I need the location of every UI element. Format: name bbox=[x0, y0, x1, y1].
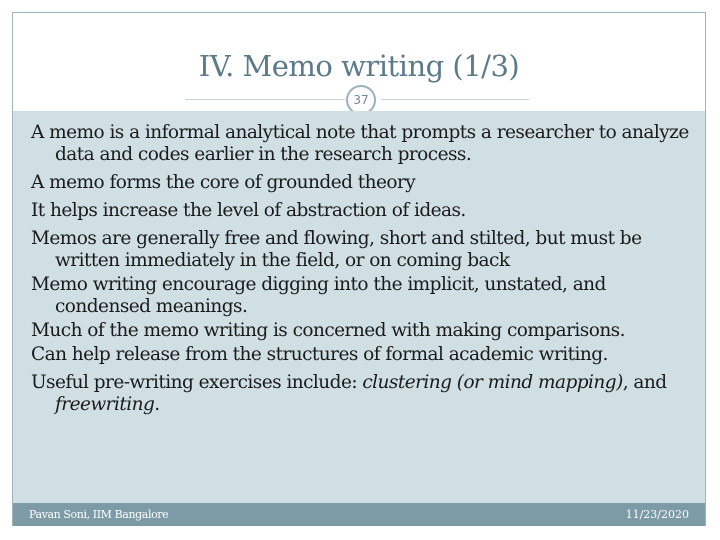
bullet-item: A memo forms the core of grounded theory bbox=[31, 172, 416, 193]
bullet-list bbox=[31, 122, 695, 422]
bullet-item-last bbox=[31, 372, 695, 416]
bullet-italic-freewriting: freewriting bbox=[55, 394, 155, 415]
footer-bar bbox=[13, 503, 705, 526]
bullet-item: It helps increase the level of abstraction of ideas. bbox=[31, 200, 466, 221]
bullet-suffix: . bbox=[154, 394, 160, 415]
bullet-italic-clustering: clustering (or mind mapping) bbox=[362, 372, 623, 393]
bullet-middle: , and bbox=[622, 372, 667, 393]
bullet-item: Can help release from the structures of formal academic writing. bbox=[31, 344, 608, 365]
slide-title: IV. Memo writing (1/3) bbox=[198, 49, 520, 83]
bullet-item: A memo is a informal analytical note that prompts a researcher to analyze data and codes earlier in the research process. bbox=[31, 122, 689, 165]
page-number-badge: 37 bbox=[346, 85, 376, 115]
bullet-item: Memo writing encourage digging into the implicit, unstated, and condensed meanings. bbox=[31, 274, 606, 317]
footer-date: 11/23/2020 bbox=[625, 508, 689, 521]
title-divider-left bbox=[185, 99, 345, 100]
bullet-item: Much of the memo writing is concerned with making comparisons. bbox=[31, 320, 625, 341]
bullet-prefix: Useful pre-writing exercises include: bbox=[31, 372, 363, 393]
footer-author: Pavan Soni, IIM Bangalore bbox=[29, 508, 169, 521]
content-area bbox=[13, 111, 705, 503]
bullet-item: Memos are generally free and flowing, short and stilted, but must be written immediately in the field, or on coming back bbox=[31, 228, 642, 271]
title-divider-right bbox=[381, 99, 529, 100]
